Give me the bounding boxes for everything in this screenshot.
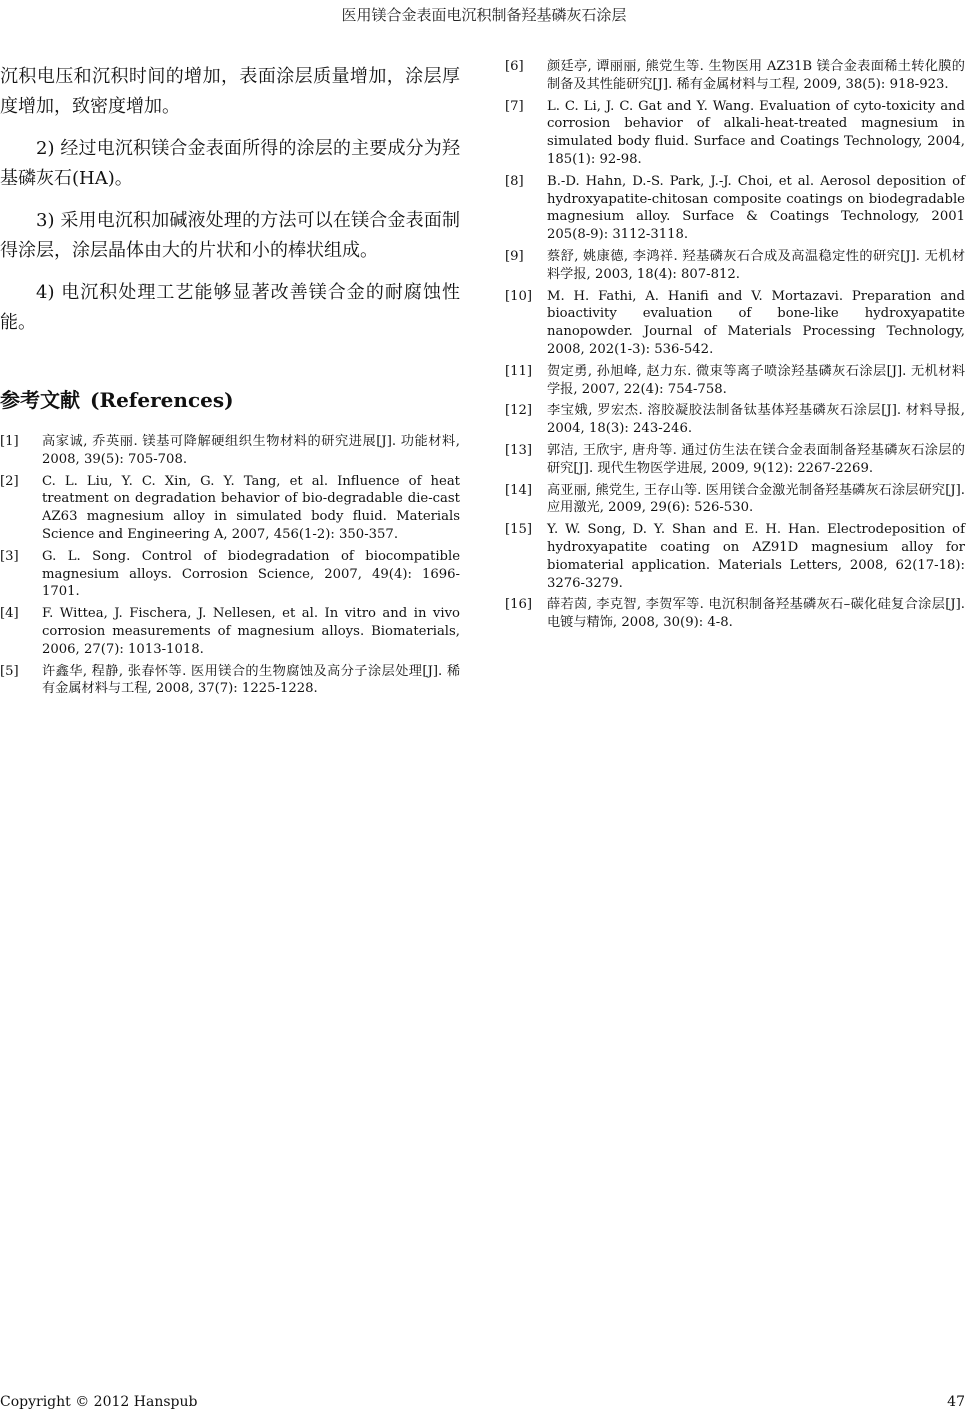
reference-number: [8] bbox=[505, 173, 524, 189]
reference-number: [14] bbox=[505, 482, 533, 498]
reference-number: [9] bbox=[505, 248, 524, 264]
reference-item bbox=[0, 663, 460, 699]
reference-text: 高家诚, 乔英丽. 镁基可降解硬组织生物材料的研究进展[J]. 功能材料, 2008, 39(5): 705-708. bbox=[42, 434, 460, 467]
reference-text: 许鑫华, 程静, 张春怀等. 医用镁合的生物腐蚀及高分子涂层处理[J]. 稀有金属材料与工程, 2008, 37(7): 1225-1228. bbox=[42, 663, 461, 697]
reference-text: 郭洁, 王欣宇, 唐舟等. 通过仿生法在镁合金表面制备羟基磷灰石涂层的研究[J]. 现代生物医学进展, 2009, 9(12): 2267-2269. bbox=[547, 442, 965, 476]
paragraph: 4) 电沉积处理工艺能够显著改善镁合金的耐腐蚀性能。 bbox=[0, 282, 460, 333]
reference-text: G. L. Song. Control of biodegradation of biocompatible magnesium alloys. Corrosion Science, 2007, 49(4): 1696-1701. bbox=[42, 548, 460, 600]
reference-number: [7] bbox=[505, 98, 524, 114]
copyright-notice: Copyright © 2012 Hanspub bbox=[0, 1394, 198, 1410]
reference-number: [1] bbox=[0, 434, 19, 449]
reference-item bbox=[505, 98, 965, 169]
references-heading-cn: 参考文献 bbox=[0, 388, 80, 412]
reference-item bbox=[0, 548, 460, 601]
reference-item bbox=[0, 433, 460, 469]
reference-text: 薛若茵, 李克智, 李贺军等. 电沉积制备羟基磷灰石–碳化硅复合涂层[J]. 电镀与精饰, 2008, 30(9): 4-8. bbox=[547, 597, 965, 631]
right-column bbox=[505, 58, 965, 636]
reference-number: [16] bbox=[505, 597, 533, 613]
reference-number: [15] bbox=[505, 522, 533, 538]
reference-number: [10] bbox=[505, 288, 533, 304]
reference-item bbox=[505, 58, 965, 94]
reference-number: [3] bbox=[0, 548, 19, 564]
reference-item bbox=[505, 288, 965, 359]
reference-number: [4] bbox=[0, 606, 19, 622]
reference-text: L. C. Li, J. C. Gat and Y. Wang. Evaluation of cyto-toxicity and corrosion behavior of alkali-heat-treated magnesium in simulated body fluid. Surface and Coatings Technology, 2004, 185(1): 92-98. bbox=[547, 98, 965, 167]
reference-text: 贺定勇, 孙旭峰, 赵力东. 微束等离子喷涂羟基磷灰石涂层[J]. 无机材料学报, 2007, 22(4): 754-758. bbox=[547, 363, 965, 397]
conclusion-text bbox=[0, 62, 460, 338]
reference-item bbox=[505, 248, 965, 284]
reference-number: [2] bbox=[0, 473, 19, 489]
reference-number: [5] bbox=[0, 663, 19, 679]
paragraph: 3) 采用电沉积加碱液处理的方法可以在镁合金表面制得涂层，涂层晶体由大的片状和小的棒状组成。 bbox=[0, 210, 460, 261]
reference-number: [13] bbox=[505, 442, 533, 458]
reference-item bbox=[505, 402, 965, 438]
reference-text: 李宝娥, 罗宏杰. 溶胶凝胶法制备钛基体羟基磷灰石涂层[J]. 材料导报, 2004, 18(3): 243-246. bbox=[547, 403, 965, 437]
references-heading-en: (References) bbox=[90, 388, 234, 412]
reference-text: B.-D. Hahn, D.-S. Park, J.-J. Choi, et al. Aerosol deposition of hydroxyapatite-chitosan composite coatings on biodegradable magnesium alloy. Surface & Coatings Technology, 2001 205(8-9): 3112-3118. bbox=[547, 173, 965, 243]
references-heading bbox=[0, 384, 460, 413]
reference-number: [12] bbox=[505, 403, 533, 419]
reference-item bbox=[505, 363, 965, 399]
reference-number: [11] bbox=[505, 363, 533, 379]
reference-item bbox=[505, 521, 965, 592]
reference-item bbox=[0, 473, 460, 544]
reference-text: C. L. Liu, Y. C. Xin, G. Y. Tang, et al. Influence of heat treatment on degradation behavior of bio-degradable die-cast AZ63 magnesium alloy in simulated body fluid. Materials Science and Engineering A, 2007, 456(1-2): 350-357. bbox=[42, 473, 460, 542]
paragraph: 2) 经过电沉积镁合金表面所得的涂层的主要成分为羟基磷灰石(HA)。 bbox=[0, 138, 460, 189]
reference-item bbox=[505, 442, 965, 478]
page-number: 47 bbox=[947, 1394, 965, 1410]
reference-text: F. Wittea, J. Fischera, J. Nellesen, et al. In vitro and in vivo corrosion measurements of magnesium alloys. Biomaterials, 2006, 27(7): 1013-1018. bbox=[42, 606, 460, 657]
reference-item bbox=[0, 605, 460, 658]
reference-text: 蔡舒, 姚康德, 李鸿祥. 羟基磷灰石合成及高温稳定性的研究[J]. 无机材料学报, 2003, 18(4): 807-812. bbox=[547, 248, 965, 282]
reference-text: 高亚丽, 熊党生, 王存山等. 医用镁合金激光制备羟基磷灰石涂层研究[J]. 应用激光, 2009, 29(6): 526-530. bbox=[547, 482, 965, 516]
reference-text: 颜廷亭, 谭丽丽, 熊党生等. 生物医用 AZ31B 镁合金表面稀土转化膜的制备及其性能研究[J]. 稀有金属材料与工程, 2009, 38(5): 918-923. bbox=[547, 59, 965, 92]
left-column bbox=[0, 62, 460, 702]
reference-text: Y. W. Song, D. Y. Shan and E. H. Han. Electrodeposition of hydroxyapatite coating on AZ91D magnesium alloy for biomaterial application. Materials Letters, 2008, 62(17-18): 3276-3279. bbox=[547, 522, 965, 591]
reference-number: [6] bbox=[505, 59, 524, 74]
reference-item bbox=[505, 482, 965, 518]
reference-item bbox=[505, 596, 965, 632]
paragraph: 沉积电压和沉积时间的增加，表面涂层质量增加，涂层厚度增加，致密度增加。 bbox=[0, 66, 460, 117]
running-header: 医用镁合金表面电沉积制备羟基磷灰石涂层 bbox=[341, 6, 627, 24]
reference-item bbox=[505, 173, 965, 244]
reference-text: M. H. Fathi, A. Hanifi and V. Mortazavi. Preparation and bioactivity evaluation of bone-like hydroxyapatite nanopowder. Journal of Materials Processing Technology, 2008, 202(1-3): 536-542. bbox=[547, 288, 965, 357]
